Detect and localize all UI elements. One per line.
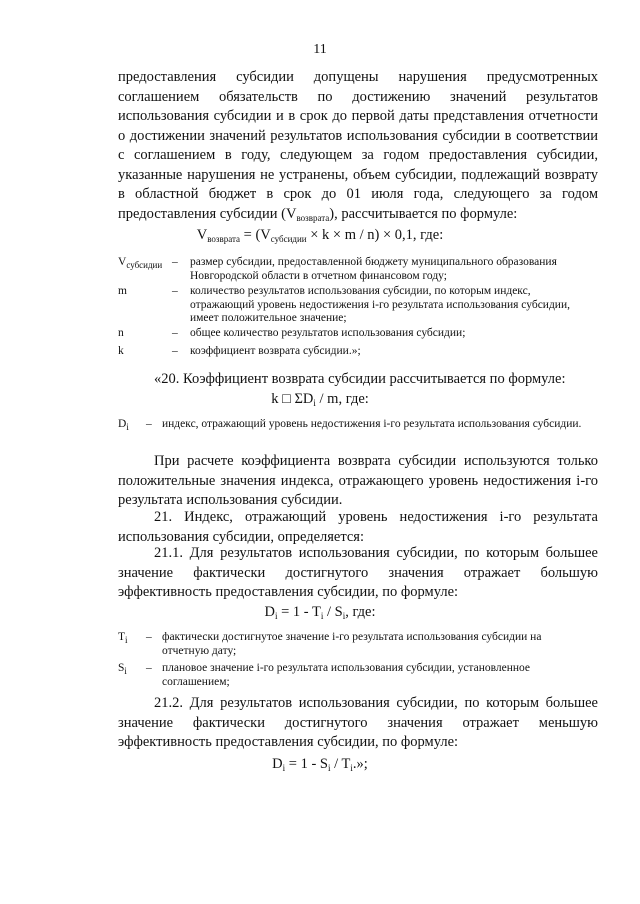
paragraph-21-2: 21.2. Для результатов использования субсидии, по которым большее значение фактически достигнутого значения отражает меньшую эффективность предоставления субсидии, по формуле:	[118, 695, 598, 750]
paragraph-continuation: предоставления субсидии допущены нарушения предусмотренных соглашением обязательств по достижению значений результатов использования субсидии и в срок до первой даты представления отчетности о достижении значений результатов использования субсидии в соответствии с соглашением в году, следующем за годом предоставления субсидии, указанные нарушения не устранены, объем субсидии, подлежащий возврату в областной бюджет в срок до 01 июля года, следующего за годом предоставления субсидии $(V_{возврата})$, рассчитывается по формуле:	[118, 69, 598, 223]
formula-coefficient: k □ $\Sigma D_i$ / m, где:	[271, 391, 369, 408]
formula-d-1: $D_i = 1 - T_i / S_i$, где:	[264, 604, 376, 621]
formula-return-volume: $V_{возврата} = (V_{субсидии} \times k \times m / n) \times 0,1$, где:	[196, 227, 444, 244]
paragraph-21-1: 21.1. Для результатов использования субсидии, по которым большее значение фактически достигнутого значения отражает большую эффективность предоставления субсидии, по формуле:	[118, 545, 598, 600]
page-number: 11	[313, 42, 327, 57]
paragraph-positive-values: При расчете коэффициента возврата субсидии используются только положительные значения индекса, отражающего уровень недостижения i-го результата использования субсидии.	[118, 453, 598, 508]
paragraph-20: «20. Коэффициент возврата субсидии рассчитывается по формуле:	[154, 371, 566, 387]
formula-d-2: $D_i = 1 - S_i / T_i$.»;	[272, 756, 368, 773]
paragraph-21: 21. Индекс, отражающий уровень недостижения i-го результата использования субсидии, определяется:	[118, 509, 598, 545]
